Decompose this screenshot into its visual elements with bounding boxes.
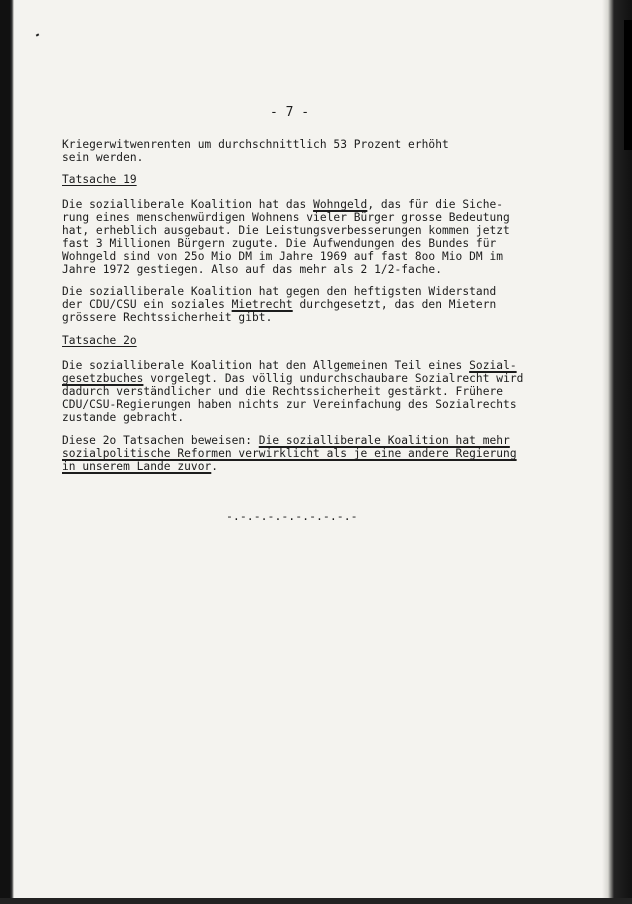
closing-separator: -.-.-.-.-.-.-.-.-.- xyxy=(226,509,358,523)
t19-p1-line-6: Jahre 1972 gestiegen. Also auf das mehr als 2 1/2-fache. xyxy=(62,263,442,276)
conclusion-line-3 xyxy=(62,460,218,473)
t19-p1-line-4: fast 3 Millionen Bürgern zugute. Die Aufwendungen des Bundes für xyxy=(62,237,497,250)
underlined-term-mietrecht: Mietrecht xyxy=(231,298,293,311)
conclusion-line-2 xyxy=(62,447,517,460)
t20-p1-line-2 xyxy=(62,372,523,385)
underlined-term-gesetzbuches: gesetzbuches xyxy=(62,372,144,385)
t19-p1-line-1 xyxy=(62,198,503,211)
t19-p1-line-5: Wohngeld sind von 25o Mio DM im Jahre 1969 auf fast 8oo Mio DM im xyxy=(62,250,504,263)
text: Die sozialliberale Koalition hat den Allgemeinen Teil eines xyxy=(62,359,470,372)
heading-tatsache-20: Tatsache 2o xyxy=(62,334,137,347)
underlined-conclusion: sozialpolitische Reformen verwirklicht als je eine andere Regierung xyxy=(62,447,517,460)
t20-p1-line-4: CDU/CSU-Regierungen haben nichts zur Vereinfachung des Sozialrechts xyxy=(62,398,517,411)
t20-p1-line-1 xyxy=(62,359,517,372)
t20-p1-line-3: dadurch verständlicher und die Rechtssicherheit gestärkt. Frühere xyxy=(62,385,504,398)
binding-tab-mark xyxy=(624,20,632,150)
text: Die sozialliberale Koalition hat das xyxy=(62,198,314,211)
t20-p1-line-5: zustande gebracht. xyxy=(62,411,185,424)
conclusion-line-1 xyxy=(62,434,510,447)
heading-tatsache-19: Tatsache 19 xyxy=(62,173,137,186)
text: der CDU/CSU ein soziales xyxy=(62,298,232,311)
underlined-conclusion: in unserem Lande zuvor xyxy=(62,460,212,473)
t19-p2-line-1: Die sozialliberale Koalition hat gegen den heftigsten Widerstand xyxy=(62,285,497,298)
text: , das für die Siche- xyxy=(367,198,504,211)
intro-line-1: Kriegerwitwenrenten um durchschnittlich 53 Prozent erhöht xyxy=(62,138,449,151)
underlined-term-sozial: Sozial- xyxy=(469,359,517,372)
text: durchgesetzt, das den Mietern xyxy=(292,298,497,311)
t19-p2-line-2 xyxy=(62,298,496,311)
t19-p2-line-3: grössere Rechtssicherheit gibt. xyxy=(62,311,273,324)
text: . xyxy=(211,460,219,473)
t19-p1-line-3: hat, erheblich ausgebaut. Die Leistungsverbesserungen kommen jetzt xyxy=(62,224,510,237)
underlined-conclusion: Die sozialliberale Koalition hat mehr xyxy=(258,434,510,447)
scan-edge-bottom xyxy=(0,898,632,904)
underlined-term-wohngeld: Wohngeld xyxy=(313,198,368,211)
text: Diese 2o Tatsachen beweisen: xyxy=(62,434,259,447)
scan-edge-left xyxy=(0,0,14,904)
t19-p1-line-2: rung eines menschenwürdigen Wohnens vieler Bürger grosse Bedeutung xyxy=(62,211,510,224)
scan-speck xyxy=(36,33,40,36)
intro-line-2: sein werden. xyxy=(62,151,144,164)
text: vorgelegt. Das völlig undurchschaubare Sozialrecht wird xyxy=(143,372,524,385)
page-number: - 7 - xyxy=(270,105,310,120)
